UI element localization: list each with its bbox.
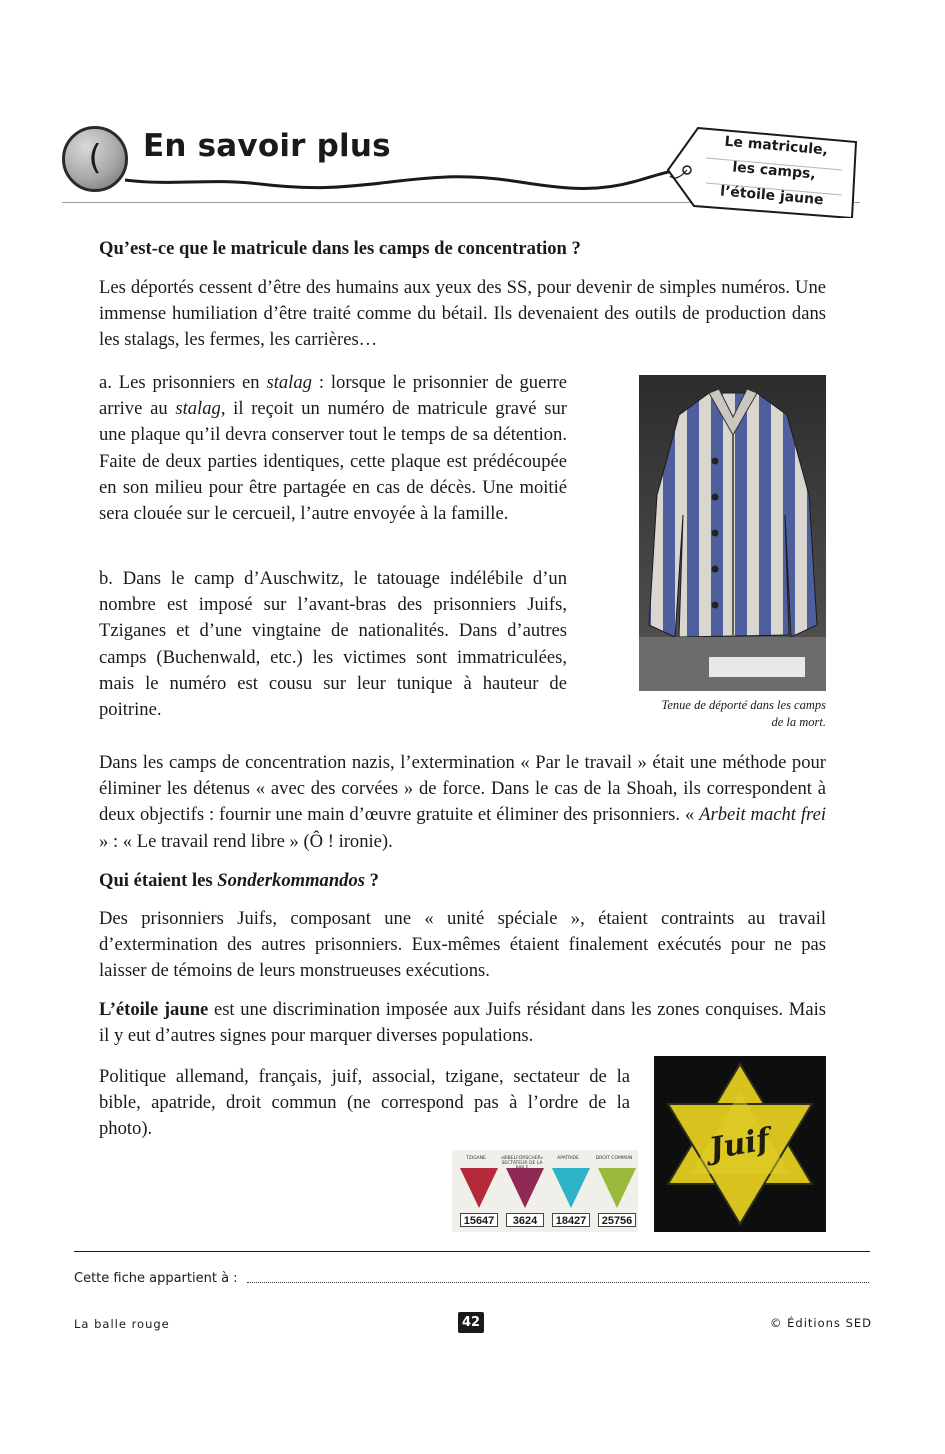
triangle-badge-2 <box>506 1168 544 1208</box>
triangle-badges <box>452 1150 638 1212</box>
publisher: © Éditions SED <box>769 1316 872 1330</box>
topic-tag <box>666 126 858 218</box>
triangle-number-3: 18427 <box>552 1213 590 1227</box>
header-wave-decoration <box>100 158 700 198</box>
triangle-number-1: 15647 <box>460 1213 498 1227</box>
prisoner-uniform-image <box>639 375 826 691</box>
star-word: Juif <box>706 1122 773 1168</box>
question-sonderkommandos: Qui étaient les Sonderkommandos ? <box>99 870 379 891</box>
triangle-badge-1 <box>460 1168 498 1208</box>
book-title: La balle rouge <box>74 1317 170 1331</box>
footer-rule <box>74 1251 870 1252</box>
triangle-number-2: 3624 <box>506 1213 544 1227</box>
owner-name-field[interactable] <box>247 1270 869 1283</box>
star-of-david-icon <box>654 1056 826 1232</box>
tag-line-2: les camps, <box>731 159 817 183</box>
yellow-star-photo <box>654 1056 826 1232</box>
triangle-label-3: APATRIDE <box>557 1156 579 1161</box>
owner-label: Cette fiche appartient à : <box>74 1271 238 1286</box>
paragraph-stalag: a. Les prisonniers en stalag : lorsque le prisonnier de guerre arrive au stalag, il reçoit un numéro de matricule gravé sur une plaque qu’il devra conserver tout le temps de sa détention. Faite de deux parties identiques, cette plaque est prédécoupée en son milieu pour être partagée en cas de décès. Une moitié sera clouée sur le cercueil, l’autre envoyée à la famille. <box>99 372 567 525</box>
badge-glyph: ( <box>88 138 102 178</box>
paragraph-yellow-star: L’étoile jaune est une discrimination imposée aux Juifs résidant dans les zones conquises. Mais il y eut d’autres signes pour marquer diverses populations. <box>99 999 826 1047</box>
page-number: 42 <box>458 1312 484 1333</box>
prisoner-uniform-photo <box>639 375 826 691</box>
page-title: En savoir plus <box>143 128 391 164</box>
paragraph-work: Dans les camps de concentration nazis, l’extermination « Par le travail » était une méthode pour éliminer les détenus « avec des corvées » de force. Dans le cas de la Shoah, ils correspondent à deux objectifs : fournir une main d’œuvre gratuite et éliminer des prisonniers. « Arbeit macht frei » : « Le travail rend libre » (Ô ! ironie). <box>99 752 826 852</box>
triangle-badge-3 <box>552 1168 590 1208</box>
triangle-badge-4 <box>598 1168 636 1208</box>
paragraph-auschwitz: b. Dans le camp d’Auschwitz, le tatouage indélébile d’un nombre est imposé sur l’avant-bras des prisonniers Juifs, Tziganes et d’une vingtaine de nationalités. Dans d’autres camps (Buchenwald, etc.) les victimes sont immatriculées, mais le numéro est cousu sur leur tunique à hauteur de poitrine. <box>99 568 567 721</box>
paragraph-badges-list: Politique allemand, français, juif, associal, tzigane, sectateur de la bible, apatride, droit commun (ne correspond pas à l’ordre de la photo). <box>99 1066 630 1140</box>
tag-line-1: Le matricule, <box>723 133 829 159</box>
question-matricule: Qu’est-ce que le matricule dans les camps de concentration ? <box>99 238 581 259</box>
intro-paragraph: Les déportés cessent d’être des humains aux yeux des SS, pour devenir de simples numéros. Une immense humiliation d’être traité comme du bétail. Ils devenaient des outils de production dans les stalags, les fermes, les carrières… <box>99 277 826 351</box>
tag-text <box>691 127 857 216</box>
triangle-label-2: «BIBELFORSCHER» SECTATEUR DE LA <box>500 1156 544 1166</box>
photo-caption: Tenue de déporté dans les camps de la mort. <box>661 698 826 729</box>
triangle-number-4: 25756 <box>598 1213 636 1227</box>
triangle-label-4: DROIT COMMUN <box>595 1156 633 1161</box>
tag-line-3: l’étoile jaune <box>719 183 825 209</box>
triangle-badges-photo <box>452 1150 638 1232</box>
triangle-label-1: TZIGANE <box>466 1156 486 1161</box>
paragraph-sonderkommandos: Des prisonniers Juifs, composant une « unité spéciale », étaient contraints au travail d’extermination des autres prisonniers. Eux-mêmes étaient finalement exécutés pour ne pas laisser de témoins de leurs monstrueuses exécutions. <box>99 908 826 982</box>
